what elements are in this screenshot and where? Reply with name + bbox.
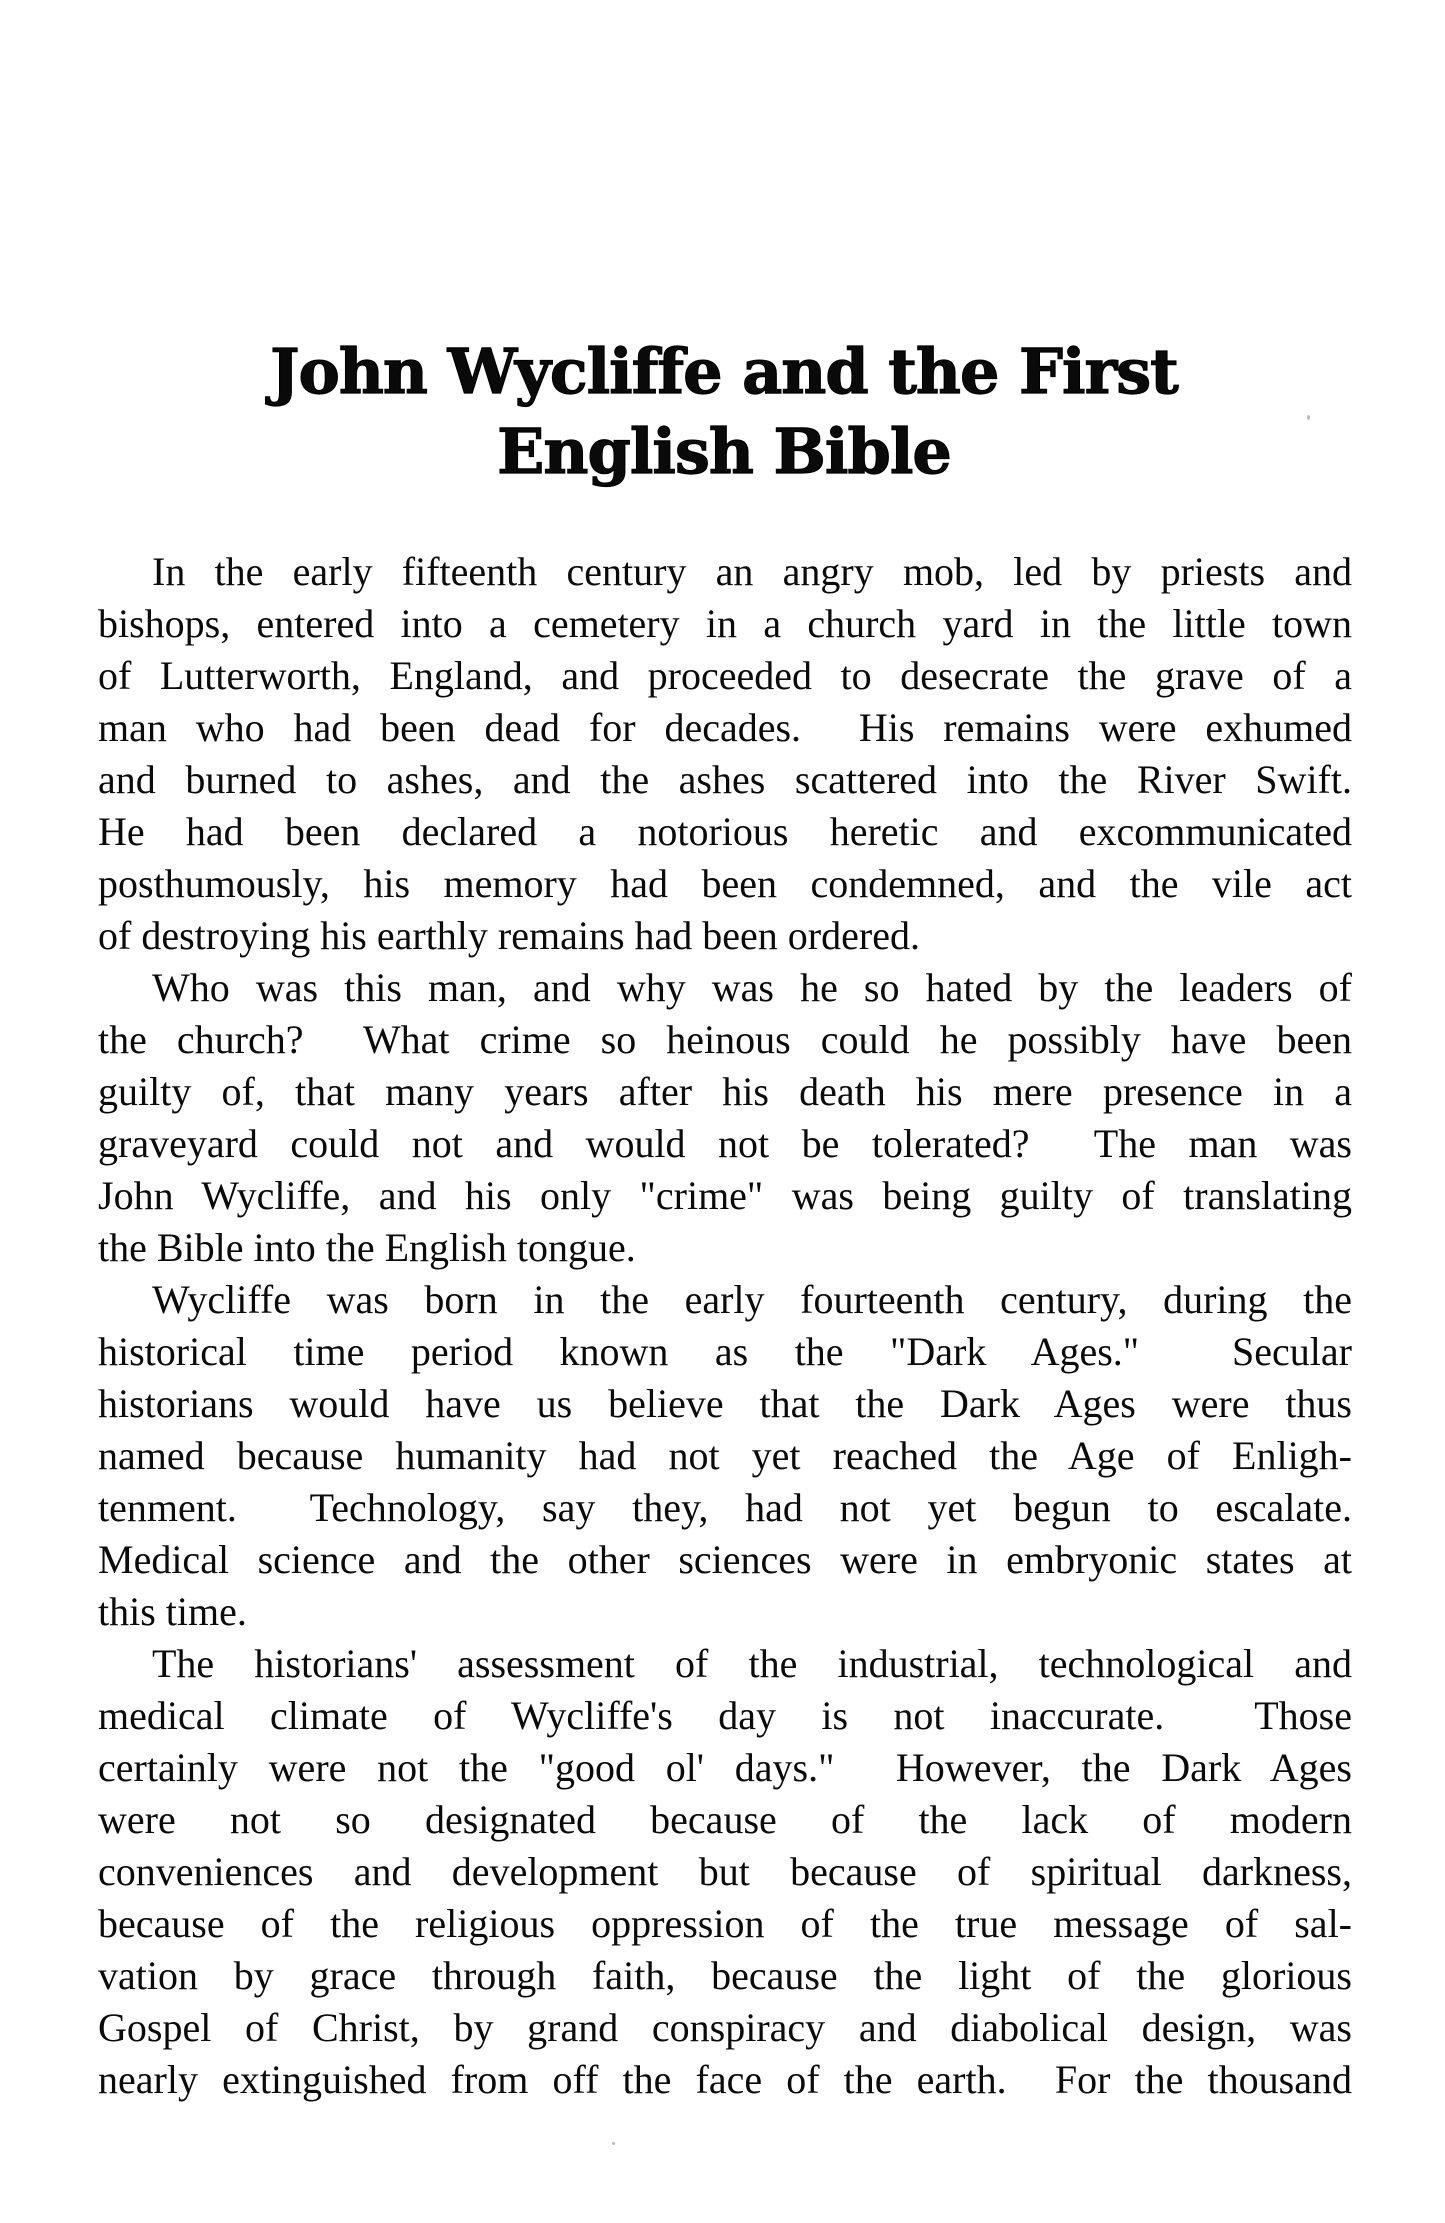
text-line: tenment. Technology, say they, had not yet begun to escalate. [98,1485,1352,1530]
text-line: of destroying his earthly remains had been ordered. [98,913,920,958]
text-line: nearly extinguished from off the face of the earth. For the thousand [98,2057,1352,2102]
text-line: graveyard could not and would not be tolerated? The man was [98,1121,1352,1166]
text-line: conveniences and development but because of spiritual darkness, [98,1849,1352,1894]
text-line: The historians' assessment of the industrial, technological and [152,1641,1352,1686]
text-line: vation by grace through faith, because the light of the glorious [98,1953,1352,1998]
text-line: because of the religious oppression of the true message of sal- [98,1901,1352,1946]
text-line: the Bible into the English tongue. [98,1225,636,1270]
chapter-title-line1: John Wycliffe and the First [270,335,1178,408]
scan-speck [612,2142,615,2145]
text-line: Gospel of Christ, by grand conspiracy and diabolical design, was [98,2005,1352,2050]
text-line: historians would have us believe that the Dark Ages were thus [98,1381,1352,1426]
paragraph [98,962,1352,1274]
text-line: were not so designated because of the lack of modern [98,1797,1352,1842]
text-line: John Wycliffe, and his only "crime" was being guilty of translating [98,1173,1352,1218]
text-line: He had been declared a notorious heretic and excommunicated [98,809,1352,854]
chapter-title [96,332,1352,492]
text-line: medical climate of Wycliffe's day is not inaccurate. Those [98,1693,1352,1738]
text-line: and burned to ashes, and the ashes scattered into the River Swift. [98,757,1352,802]
text-line: Who was this man, and why was he so hated by the leaders of [152,965,1352,1010]
text-line: historical time period known as the "Dark Ages." Secular [98,1329,1352,1374]
text-line: certainly were not the "good ol' days." However, the Dark Ages [98,1745,1352,1790]
text-line: posthumously, his memory had been condemned, and the vile act [98,861,1352,906]
text-line: guilty of, that many years after his death his mere presence in a [98,1069,1352,1114]
text-line: named because humanity had not yet reached the Age of Enligh- [98,1433,1352,1478]
paragraph [98,1638,1352,2106]
text-line: Medical science and the other sciences were in embryonic states at [98,1537,1352,1582]
text-line: this time. [98,1589,247,1634]
text-line: bishops, entered into a cemetery in a church yard in the little town [98,601,1352,646]
paragraph [98,1274,1352,1638]
page-body-text [98,546,1352,2106]
text-line: Wycliffe was born in the early fourteenth century, during the [152,1277,1352,1322]
paragraph [98,546,1352,962]
text-line: man who had been dead for decades. His remains were exhumed [98,705,1352,750]
text-line: the church? What crime so heinous could he possibly have been [98,1017,1352,1062]
text-line: of Lutterworth, England, and proceeded to desecrate the grave of a [98,653,1352,698]
text-line: In the early fifteenth century an angry mob, led by priests and [152,549,1352,594]
chapter-title-line2: English Bible [497,415,951,488]
